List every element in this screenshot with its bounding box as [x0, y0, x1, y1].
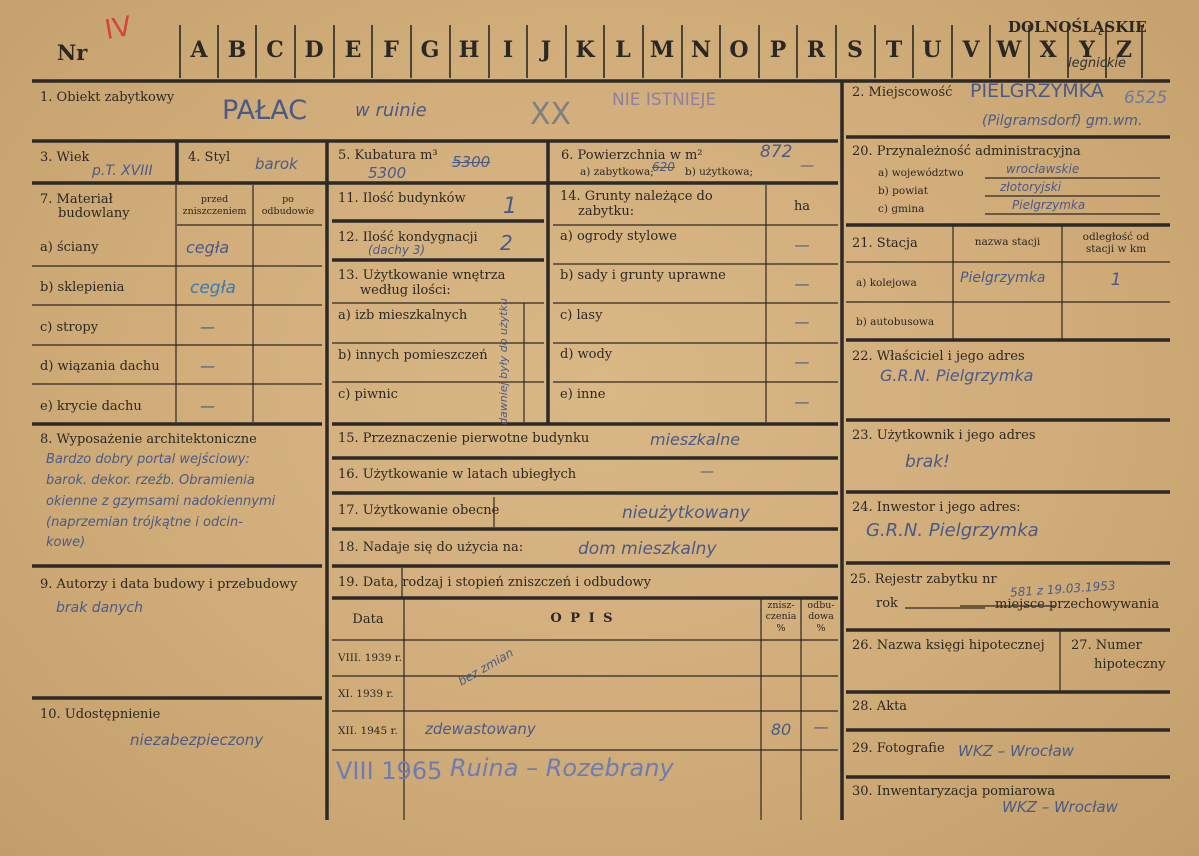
- f7-ceilings-value: —: [200, 318, 215, 336]
- letter-e: E: [344, 37, 362, 63]
- f21-label: 21. Stacja: [852, 236, 918, 251]
- f28-label: 28. Akta: [852, 699, 908, 714]
- letter-l: L: [615, 37, 631, 63]
- f12-value: 2: [500, 231, 513, 255]
- f10-label: 10. Udostępnienie: [40, 707, 161, 722]
- letter-c: C: [266, 37, 284, 63]
- f6-total-value: 872: [760, 142, 793, 162]
- f26-label: 26. Nazwa księgi hipotecznej: [852, 638, 1045, 653]
- f8-line-5: kowe): [46, 535, 86, 550]
- f7-label-2: budowlany: [58, 206, 130, 221]
- f20-c-label: c) gmina: [878, 203, 925, 215]
- f19-row-3-rebuild: —: [813, 718, 829, 736]
- f8-line-1: Bardzo dobry portal wejściowy:: [46, 452, 250, 467]
- letter-p: P: [769, 37, 787, 63]
- f12-label: 12. Ilość kondygnacji: [338, 230, 478, 245]
- letter-x: X: [1039, 37, 1057, 63]
- nr-label: Nr: [57, 40, 88, 65]
- f2-label: 2. Miejscowość: [852, 85, 953, 100]
- f21-distance-col-1: odległość od: [1082, 231, 1150, 243]
- letter-s: S: [847, 37, 863, 63]
- f20-a-label: a) województwo: [878, 167, 964, 179]
- f25-storage-label: miejsce przechowywania: [995, 597, 1160, 612]
- letter-w: W: [996, 37, 1022, 63]
- f3-label: 3. Wiek: [40, 150, 90, 165]
- f8-line-3: okienne z gzymsami nadokiennymi: [46, 494, 276, 509]
- f25-label: 25. Rejestr zabytku nr: [850, 572, 997, 587]
- f29-label: 29. Fotografie: [852, 741, 945, 756]
- f19-rebuild-col-3: %: [816, 623, 826, 634]
- f7-roofing-value: —: [200, 397, 215, 415]
- f19-desc-col: O P I S: [550, 611, 615, 626]
- f7-row-walls: a) ściany: [40, 240, 99, 255]
- letter-n: N: [690, 37, 712, 63]
- f7-label-1: 7. Materiał: [40, 192, 113, 207]
- f6-label: 6. Powierzchnia w m²: [561, 148, 703, 163]
- f19-row-1-date: VIII. 1939 r.: [338, 652, 402, 664]
- f29-value: WKZ – Wrocław: [958, 742, 1074, 760]
- f27-label-2: hipoteczny: [1094, 657, 1166, 672]
- letter-g: G: [420, 37, 440, 63]
- f1-state: w ruinie: [355, 100, 427, 121]
- letter-r: R: [806, 37, 826, 63]
- f14-row-orchards: b) sady i grunty uprawne: [560, 268, 726, 283]
- f19-row-2-date: XI. 1939 r.: [338, 688, 394, 700]
- f11-label: 11. Ilość budynków: [338, 191, 466, 206]
- letter-d: D: [304, 37, 324, 63]
- f27-label-1: 27. Numer: [1071, 638, 1142, 653]
- f14-row-other: e) inne: [560, 387, 606, 402]
- letter-i: I: [502, 37, 514, 63]
- f13-label-1: 13. Użytkowanie wnętrza: [338, 268, 506, 283]
- f6-b-value: —: [800, 158, 814, 174]
- f13-label-2: według ilości:: [360, 283, 451, 298]
- letter-k: K: [575, 37, 595, 63]
- f18-value: dom mieszkalny: [578, 539, 717, 559]
- f14-row-waters: d) wody: [560, 347, 613, 362]
- f24-value: G.R.N. Pielgrzymka: [866, 520, 1039, 541]
- f4-label: 4. Styl: [188, 150, 231, 165]
- f19-destruction-col-3: %: [776, 623, 786, 634]
- letter-h: H: [458, 37, 480, 63]
- f7-row-vaults: b) sklepienia: [40, 280, 125, 295]
- f19-rebuild-col-2: dowa: [808, 611, 834, 622]
- letter-v: V: [962, 37, 980, 63]
- f19-date-col: Data: [352, 612, 384, 627]
- region-stamp: DOLNOŚLĄSKIE: [1008, 18, 1147, 36]
- f14-label-1: 14. Grunty należące do: [560, 189, 713, 204]
- f7-row-ceilings: c) stropy: [40, 320, 99, 335]
- nr-value: IV: [102, 10, 134, 47]
- f25-year-label: rok: [876, 596, 898, 611]
- letter-b: B: [227, 37, 247, 63]
- f22-value: G.R.N. Pielgrzymka: [880, 366, 1034, 385]
- f30-value: WKZ – Wrocław: [1002, 798, 1118, 816]
- f20-a-value: wrocławskie: [1006, 162, 1080, 176]
- f7-roof-frame-value: —: [200, 357, 215, 375]
- f1-label: 1. Obiekt zabytkowy: [40, 90, 175, 105]
- f7-after-label-2: odbudowie: [261, 206, 315, 217]
- f3-value: p.T. XVIII: [92, 163, 153, 179]
- f25-value: 581 z 19.03.1953: [1009, 578, 1116, 600]
- f5-crossed-value: 5300: [452, 153, 491, 171]
- f13-a-label: a) izb mieszkalnych: [338, 308, 468, 323]
- f15-label: 15. Przeznaczenie pierwotne budynku: [338, 431, 590, 446]
- f13-b-label: b) innych pomieszczeń: [338, 348, 488, 363]
- f22-label: 22. Właściciel i jego adres: [852, 349, 1025, 364]
- f10-value: niezabezpieczony: [130, 731, 264, 749]
- letter-t: T: [885, 37, 903, 63]
- f23-label: 23. Użytkownik i jego adres: [852, 428, 1036, 443]
- f4-value: barok: [255, 155, 298, 173]
- letter-o: O: [729, 37, 749, 63]
- f20-label: 20. Przynależność administracyjna: [852, 144, 1081, 159]
- f13-c-label: c) piwnic: [338, 387, 398, 402]
- f19-row-3-date: XII. 1945 r.: [338, 725, 398, 737]
- f1-not-exists: NIE ISTNIEJE: [612, 90, 717, 110]
- f14-other-value: —: [794, 393, 810, 411]
- f2-place: PIELGRZYMKA: [970, 80, 1104, 102]
- f7-row-roofing: e) krycie dachu: [40, 399, 142, 414]
- f13-note: dawniej były do użytku: [496, 298, 510, 425]
- f6-a-value: 620: [652, 160, 675, 174]
- f19-row-2-desc: bez zmian: [455, 645, 516, 689]
- f9-label: 9. Autorzy i data budowy i przebudowy: [40, 577, 298, 592]
- f30-label: 30. Inwentaryzacja pomiarowa: [852, 784, 1056, 799]
- f1-object-name: PAŁAC: [222, 95, 308, 126]
- f19-row-3-destruction: 80: [770, 720, 792, 739]
- f14-row-forests: c) lasy: [560, 308, 603, 323]
- f5-value: 5300: [368, 164, 407, 182]
- f6-b-label: b) użytkowa;: [685, 166, 754, 178]
- f19-row-4-desc: Ruina – Rozebrany: [450, 754, 674, 782]
- f19-rebuild-col-1: odbu-: [807, 600, 835, 611]
- f20-b-label: b) powiat: [878, 185, 929, 197]
- f14-forests-value: —: [794, 313, 810, 331]
- f5-label: 5. Kubatura m³: [338, 148, 438, 163]
- f15-value: mieszkalne: [650, 430, 741, 449]
- f6-a-label: a) zabytkowa;: [580, 166, 654, 178]
- f14-ha-label: ha: [793, 199, 811, 214]
- f14-orchards-value: —: [794, 275, 810, 293]
- f14-label-2: zabytku:: [578, 204, 635, 219]
- f16-value: —: [700, 464, 714, 480]
- f2-german-name: (Pilgramsdorf) gm.wm.: [982, 113, 1143, 129]
- f7-walls-value: cegła: [186, 238, 230, 257]
- f19-row-3-desc: zdewastowany: [425, 720, 536, 738]
- f20-b-value: złotoryjski: [1000, 180, 1062, 194]
- f8-line-2: barok. dekor. rzeźb. Obramienia: [46, 473, 255, 488]
- f19-destruction-col-1: znisz-: [767, 600, 795, 611]
- f9-value: brak danych: [56, 600, 143, 616]
- f19-destruction-col-2: czenia: [765, 611, 797, 622]
- letter-j: J: [540, 37, 552, 63]
- f7-after-label-1: po: [282, 194, 294, 205]
- f21-rail-distance: 1: [1110, 270, 1122, 290]
- f24-label: 24. Inwestor i jego adres:: [852, 500, 1021, 515]
- f17-value: nieużytkowany: [622, 503, 750, 523]
- f23-value: brak!: [905, 452, 950, 472]
- f14-gardens-value: —: [794, 236, 810, 254]
- f21-distance-col-2: stacji w km: [1085, 243, 1147, 255]
- f7-before-label-2: zniszczeniem: [182, 206, 247, 217]
- f7-row-roof-frame: d) wiązania dachu: [40, 359, 160, 374]
- letter-a: A: [190, 37, 208, 63]
- f21-rail-label: a) kolejowa: [856, 277, 917, 289]
- f11-value: 1: [503, 194, 517, 219]
- letter-f: F: [383, 37, 399, 63]
- f21-rail-station: Pielgrzymka: [960, 270, 1046, 286]
- f12-note: (dachy 3): [368, 243, 426, 257]
- f1-mark: XX: [530, 97, 572, 132]
- f7-before-label-1: przed: [200, 194, 229, 205]
- f8-line-4: (naprzemian trójkątne i odcin-: [46, 515, 243, 530]
- letter-z: Z: [1115, 37, 1133, 63]
- f8-label: 8. Wyposażenie architektoniczne: [40, 432, 257, 447]
- f2-code: 6525: [1124, 88, 1168, 108]
- region-hand: legnickie: [1068, 56, 1126, 71]
- f20-c-value: Pielgrzymka: [1012, 198, 1086, 212]
- f16-label: 16. Użytkowanie w latach ubiegłych: [338, 467, 577, 482]
- f7-vaults-value: cegła: [190, 278, 236, 298]
- letter-y: Y: [1079, 37, 1095, 63]
- f17-label: 17. Użytkowanie obecne: [338, 503, 500, 518]
- f14-row-gardens: a) ogrody stylowe: [560, 229, 677, 244]
- f18-label: 18. Nadaje się do użycia na:: [338, 540, 524, 555]
- f19-label: 19. Data, rodzaj i stopień zniszczeń i odbudowy: [338, 575, 652, 590]
- f19-row-4-date: VIII 1965: [336, 757, 443, 785]
- letter-m: M: [649, 37, 675, 63]
- f21-station-name-col: nazwa stacji: [974, 236, 1041, 248]
- letter-u: U: [922, 37, 942, 63]
- f21-bus-label: b) autobusowa: [856, 316, 935, 328]
- f14-waters-value: —: [794, 353, 810, 371]
